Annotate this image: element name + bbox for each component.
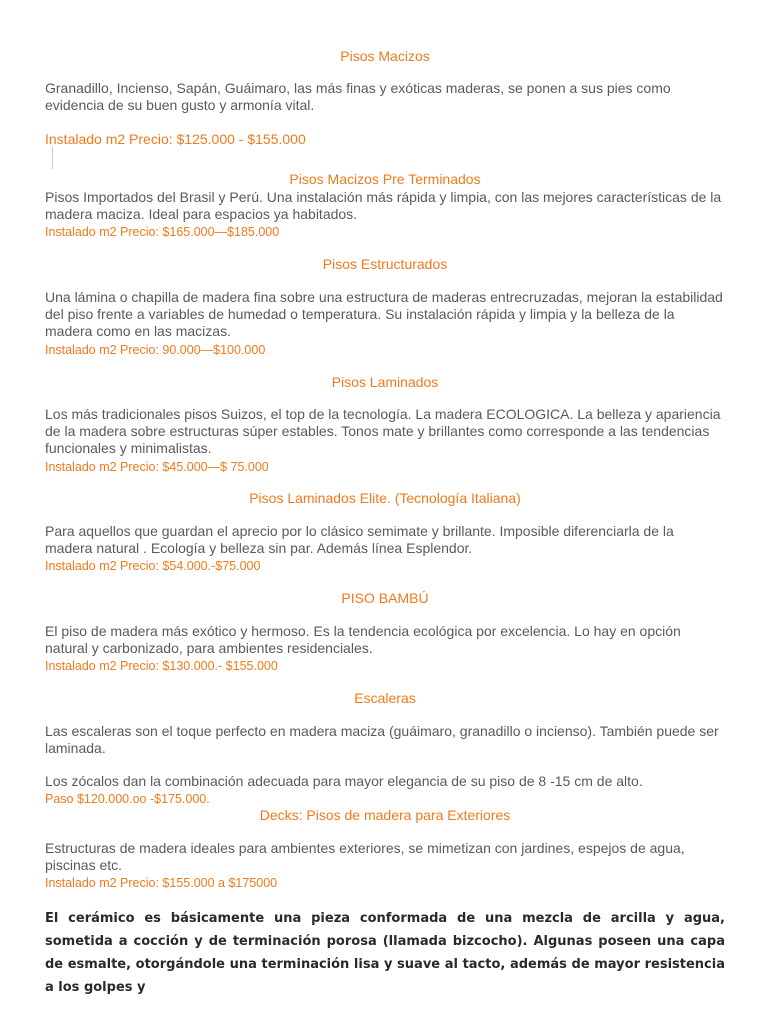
- section-price-bambu: Instalado m2 Precio: $130.000.- $155.000: [45, 659, 278, 673]
- section-heading-laminados: Pisos Laminados: [331, 374, 439, 390]
- section-heading-decks: Decks: Pisos de madera para Exteriores: [259, 807, 511, 823]
- section-heading-pre-terminados: Pisos Macizos Pre Terminados: [289, 171, 481, 187]
- section-body-bambu: El piso de madera más exótico y hermoso. Es la tendencia ecológica por excelencia. Lo hay en opción natural y carbonizado, para ambientes residenciales.: [45, 623, 681, 656]
- ceramic-paragraph: El cerámico es básicamente una pieza conformada de una mezcla de arcilla y agua, sometida a cocción y de terminación porosa (llamada bizcocho). Algunas poseen una capa de esmalte, otorgándole una terminación lisa y suave al tacto, además de mayor resistencia a los golpes y: [45, 911, 725, 995]
- section-body-pisos-macizos: Granadillo, Incienso, Sapán, Guáimaro, las más finas y exóticas maderas, se ponen a sus pies como evidencia de su buen gusto y armonía vital.: [45, 80, 671, 113]
- section-body-escaleras-zocalos: Los zócalos dan la combinación adecuada para mayor elegancia de su piso de 8 -15 cm de alto.: [45, 773, 643, 789]
- section-heading-pisos-macizos: Pisos Macizos: [340, 48, 430, 64]
- section-heading-laminados-elite: Pisos Laminados Elite. (Tecnología Italiana): [249, 490, 521, 506]
- section-price-escaleras: Paso $120.000.oo -$175.000.: [45, 792, 210, 806]
- section-heading-estructurados: Pisos Estructurados: [322, 256, 448, 272]
- section-heading-escaleras: Escaleras: [354, 690, 416, 706]
- section-body-pre-terminados: Pisos Importados del Brasil y Perú. Una instalación más rápida y limpia, con las mejores características de la madera maciza. Ideal para espacios ya habitados.: [45, 189, 722, 222]
- section-body-laminados-elite: Para aquellos que guardan el aprecio por lo clásico semimate y brillante. Imposible diferenciarla de la madera natural . Ecología y belleza sin par. Además línea Esplendor.: [45, 523, 674, 556]
- section-body-escaleras: Las escaleras son el toque perfecto en madera maciza (guáimaro, granadillo o incienso). También puede ser laminada.: [45, 723, 719, 756]
- section-price-decks: Instalado m2 Precio: $155.000 a $175000: [45, 876, 278, 890]
- section-body-estructurados: Una lámina o chapilla de madera fina sobre una estructura de maderas entrecruzadas, mejoran la estabilidad del piso frente a variables de humedad o temperatura. Su instalación rápida y limpia y la belleza de la madera como en las macizas.: [45, 289, 723, 339]
- section-price-laminados: Instalado m2 Precio: $45.000—$ 75.000: [45, 460, 269, 474]
- section-price-pisos-macizos: Instalado m2 Precio: $125.000 - $155.000: [45, 131, 306, 147]
- section-body-decks: Estructuras de madera ideales para ambientes exteriores, se mimetizan con jardines, espejos de agua, piscinas etc.: [45, 840, 685, 873]
- section-price-estructurados: Instalado m2 Precio: 90.000—$100.000: [45, 343, 266, 357]
- text-cursor: [52, 147, 53, 169]
- section-body-laminados: Los más tradicionales pisos Suizos, el top de la tecnología. La madera ECOLOGICA. La belleza y apariencia de la madera sobre estructuras súper estables. Tonos mate y brillantes como corresponde a las tendencias funcionales y minimalistas.: [45, 406, 721, 456]
- section-price-pre-terminados: Instalado m2 Precio: $165.000—$185.000: [45, 225, 280, 239]
- section-price-laminados-elite: Instalado m2 Precio: $54.000.-$75.000: [45, 559, 261, 573]
- section-heading-bambu: PISO BAMBÚ: [341, 590, 429, 606]
